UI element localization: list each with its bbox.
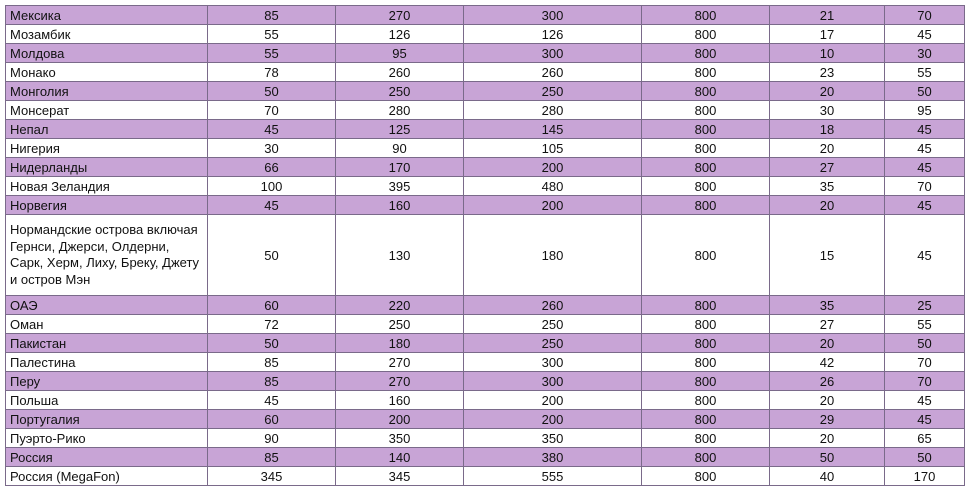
value-cell: 90 xyxy=(208,429,336,448)
value-cell: 350 xyxy=(464,429,642,448)
value-cell: 140 xyxy=(336,448,464,467)
value-cell: 280 xyxy=(336,101,464,120)
value-cell: 20 xyxy=(770,196,885,215)
table-row xyxy=(6,372,965,391)
value-cell: 50 xyxy=(208,82,336,101)
value-cell: 45 xyxy=(885,391,965,410)
country-cell: Россия xyxy=(6,448,208,467)
value-cell: 30 xyxy=(770,101,885,120)
country-cell: Россия (MegaFon) xyxy=(6,467,208,486)
value-cell: 300 xyxy=(464,372,642,391)
value-cell: 70 xyxy=(885,353,965,372)
value-cell: 21 xyxy=(770,6,885,25)
value-cell: 130 xyxy=(336,215,464,296)
value-cell: 45 xyxy=(885,158,965,177)
value-cell: 200 xyxy=(464,410,642,429)
value-cell: 25 xyxy=(885,296,965,315)
value-cell: 145 xyxy=(464,120,642,139)
value-cell: 30 xyxy=(208,139,336,158)
value-cell: 20 xyxy=(770,429,885,448)
value-cell: 18 xyxy=(770,120,885,139)
country-cell: Молдова xyxy=(6,44,208,63)
country-cell: Оман xyxy=(6,315,208,334)
value-cell: 345 xyxy=(336,467,464,486)
value-cell: 10 xyxy=(770,44,885,63)
table-row xyxy=(6,429,965,448)
value-cell: 800 xyxy=(642,158,770,177)
table-row xyxy=(6,177,965,196)
value-cell: 55 xyxy=(885,315,965,334)
value-cell: 85 xyxy=(208,6,336,25)
value-cell: 50 xyxy=(885,82,965,101)
country-cell: Нидерланды xyxy=(6,158,208,177)
value-cell: 800 xyxy=(642,315,770,334)
value-cell: 45 xyxy=(885,215,965,296)
value-cell: 250 xyxy=(336,82,464,101)
value-cell: 45 xyxy=(885,410,965,429)
value-cell: 800 xyxy=(642,139,770,158)
value-cell: 170 xyxy=(885,467,965,486)
value-cell: 250 xyxy=(336,315,464,334)
value-cell: 170 xyxy=(336,158,464,177)
country-cell: Монсерат xyxy=(6,101,208,120)
table-row xyxy=(6,158,965,177)
value-cell: 45 xyxy=(208,391,336,410)
value-cell: 85 xyxy=(208,353,336,372)
value-cell: 800 xyxy=(642,334,770,353)
value-cell: 26 xyxy=(770,372,885,391)
value-cell: 100 xyxy=(208,177,336,196)
country-cell: Мексика xyxy=(6,6,208,25)
value-cell: 800 xyxy=(642,82,770,101)
value-cell: 300 xyxy=(464,353,642,372)
value-cell: 78 xyxy=(208,63,336,82)
value-cell: 95 xyxy=(336,44,464,63)
value-cell: 800 xyxy=(642,410,770,429)
country-cell: ОАЭ xyxy=(6,296,208,315)
value-cell: 800 xyxy=(642,177,770,196)
rates-table-body xyxy=(6,6,965,486)
value-cell: 345 xyxy=(208,467,336,486)
country-cell: Монако xyxy=(6,63,208,82)
value-cell: 95 xyxy=(885,101,965,120)
value-cell: 800 xyxy=(642,63,770,82)
country-cell: Нигерия xyxy=(6,139,208,158)
table-row xyxy=(6,6,965,25)
value-cell: 17 xyxy=(770,25,885,44)
table-row xyxy=(6,410,965,429)
value-cell: 250 xyxy=(464,334,642,353)
value-cell: 220 xyxy=(336,296,464,315)
value-cell: 800 xyxy=(642,448,770,467)
value-cell: 300 xyxy=(464,6,642,25)
value-cell: 555 xyxy=(464,467,642,486)
table-row xyxy=(6,391,965,410)
value-cell: 42 xyxy=(770,353,885,372)
table-row xyxy=(6,101,965,120)
value-cell: 200 xyxy=(464,391,642,410)
value-cell: 125 xyxy=(336,120,464,139)
value-cell: 105 xyxy=(464,139,642,158)
value-cell: 45 xyxy=(885,120,965,139)
value-cell: 270 xyxy=(336,372,464,391)
value-cell: 260 xyxy=(464,63,642,82)
country-cell: Мозамбик xyxy=(6,25,208,44)
country-cell: Монголия xyxy=(6,82,208,101)
table-row xyxy=(6,44,965,63)
table-row xyxy=(6,139,965,158)
table-row xyxy=(6,215,965,296)
table-row xyxy=(6,448,965,467)
value-cell: 800 xyxy=(642,353,770,372)
value-cell: 20 xyxy=(770,391,885,410)
value-cell: 160 xyxy=(336,196,464,215)
value-cell: 15 xyxy=(770,215,885,296)
country-cell: Перу xyxy=(6,372,208,391)
value-cell: 800 xyxy=(642,429,770,448)
value-cell: 20 xyxy=(770,82,885,101)
value-cell: 40 xyxy=(770,467,885,486)
value-cell: 20 xyxy=(770,139,885,158)
value-cell: 200 xyxy=(464,158,642,177)
value-cell: 260 xyxy=(336,63,464,82)
table-row xyxy=(6,353,965,372)
value-cell: 70 xyxy=(885,6,965,25)
value-cell: 180 xyxy=(464,215,642,296)
country-cell: Новая Зеландия xyxy=(6,177,208,196)
value-cell: 380 xyxy=(464,448,642,467)
country-cell: Непал xyxy=(6,120,208,139)
value-cell: 250 xyxy=(464,82,642,101)
value-cell: 85 xyxy=(208,372,336,391)
value-cell: 800 xyxy=(642,196,770,215)
value-cell: 20 xyxy=(770,334,885,353)
value-cell: 800 xyxy=(642,25,770,44)
value-cell: 50 xyxy=(885,334,965,353)
value-cell: 45 xyxy=(885,25,965,44)
value-cell: 45 xyxy=(208,120,336,139)
value-cell: 45 xyxy=(885,139,965,158)
value-cell: 60 xyxy=(208,296,336,315)
value-cell: 45 xyxy=(208,196,336,215)
value-cell: 70 xyxy=(885,372,965,391)
value-cell: 800 xyxy=(642,120,770,139)
value-cell: 60 xyxy=(208,410,336,429)
value-cell: 85 xyxy=(208,448,336,467)
table-row xyxy=(6,315,965,334)
value-cell: 260 xyxy=(464,296,642,315)
value-cell: 66 xyxy=(208,158,336,177)
value-cell: 200 xyxy=(464,196,642,215)
value-cell: 70 xyxy=(885,177,965,196)
value-cell: 800 xyxy=(642,372,770,391)
table-row xyxy=(6,334,965,353)
rates-table-container xyxy=(5,5,965,486)
value-cell: 27 xyxy=(770,315,885,334)
value-cell: 35 xyxy=(770,296,885,315)
value-cell: 90 xyxy=(336,139,464,158)
value-cell: 350 xyxy=(336,429,464,448)
value-cell: 270 xyxy=(336,6,464,25)
value-cell: 72 xyxy=(208,315,336,334)
country-cell: Пуэрто-Рико xyxy=(6,429,208,448)
value-cell: 50 xyxy=(885,448,965,467)
value-cell: 70 xyxy=(208,101,336,120)
value-cell: 29 xyxy=(770,410,885,429)
country-cell: Португалия xyxy=(6,410,208,429)
value-cell: 30 xyxy=(885,44,965,63)
value-cell: 280 xyxy=(464,101,642,120)
country-cell: Норвегия xyxy=(6,196,208,215)
value-cell: 27 xyxy=(770,158,885,177)
country-cell: Пакистан xyxy=(6,334,208,353)
value-cell: 250 xyxy=(464,315,642,334)
table-row xyxy=(6,296,965,315)
value-cell: 800 xyxy=(642,101,770,120)
table-row xyxy=(6,196,965,215)
value-cell: 180 xyxy=(336,334,464,353)
table-row xyxy=(6,25,965,44)
value-cell: 300 xyxy=(464,44,642,63)
value-cell: 55 xyxy=(208,25,336,44)
value-cell: 50 xyxy=(770,448,885,467)
value-cell: 800 xyxy=(642,467,770,486)
value-cell: 50 xyxy=(208,334,336,353)
value-cell: 35 xyxy=(770,177,885,196)
value-cell: 50 xyxy=(208,215,336,296)
value-cell: 800 xyxy=(642,44,770,63)
table-row xyxy=(6,63,965,82)
value-cell: 800 xyxy=(642,391,770,410)
value-cell: 395 xyxy=(336,177,464,196)
table-row xyxy=(6,467,965,486)
value-cell: 200 xyxy=(336,410,464,429)
value-cell: 480 xyxy=(464,177,642,196)
value-cell: 800 xyxy=(642,215,770,296)
value-cell: 126 xyxy=(336,25,464,44)
value-cell: 55 xyxy=(208,44,336,63)
table-row xyxy=(6,82,965,101)
value-cell: 800 xyxy=(642,6,770,25)
value-cell: 270 xyxy=(336,353,464,372)
value-cell: 65 xyxy=(885,429,965,448)
value-cell: 800 xyxy=(642,296,770,315)
value-cell: 160 xyxy=(336,391,464,410)
table-row xyxy=(6,120,965,139)
value-cell: 23 xyxy=(770,63,885,82)
rates-table xyxy=(5,5,965,486)
value-cell: 55 xyxy=(885,63,965,82)
value-cell: 45 xyxy=(885,196,965,215)
country-cell: Польша xyxy=(6,391,208,410)
country-cell: Палестина xyxy=(6,353,208,372)
value-cell: 126 xyxy=(464,25,642,44)
country-cell: Нормандские острова включая Гернси, Джерси, Олдерни, Сарк, Херм, Лиху, Бреку, Джету и остров Мэн xyxy=(6,215,208,296)
